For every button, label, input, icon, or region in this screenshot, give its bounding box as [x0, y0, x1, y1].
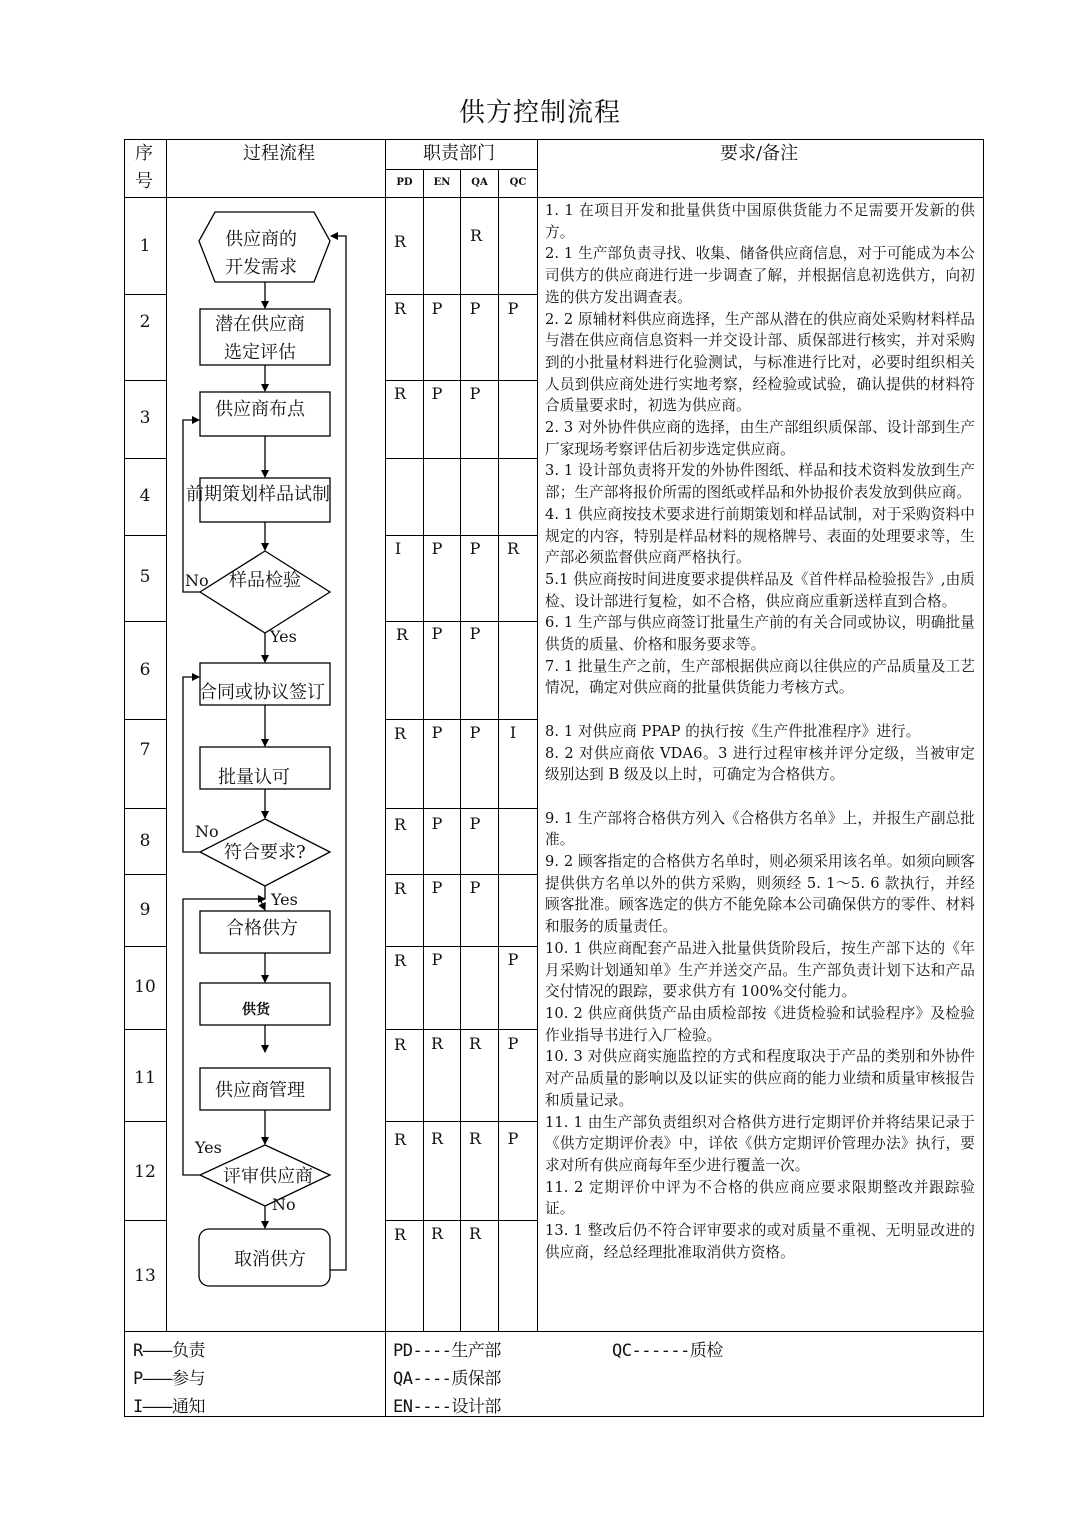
row-seq: 9: [139, 900, 151, 920]
code-pd: R: [393, 1225, 407, 1244]
code-en: P: [431, 384, 443, 403]
note-item: 9. 1 生产部将合格供方列入《合格供方名单》上，并报生产副总批准。: [545, 809, 975, 849]
code-qa: P: [469, 539, 481, 558]
code-qa: R: [468, 1129, 482, 1148]
code-en: P: [431, 950, 443, 969]
node-10-label: 供货: [242, 1002, 270, 1018]
code-pd: R: [393, 951, 407, 970]
note-item: 3. 1 设计部负责将开发的外协件图纸、样品和技术资料发放到生产部；生产部将报价所需的图纸或样品和外协报价表发放到供应商。: [545, 462, 975, 502]
code-en: P: [431, 299, 443, 318]
page-title: 供方控制流程: [458, 98, 621, 128]
note-item: 10. 1 供应商配套产品进入批量供货阶段后，按生产部下达的《年月采购计划通知单》生产并送交产品。生产部负责计划下达和产品交付情况的跟踪，要求供方有 100%交付能力。: [545, 939, 975, 1001]
legend-p: P———参与: [133, 1369, 205, 1389]
node-11-label: 供应商管理: [215, 1080, 305, 1101]
node-5-diamond: [200, 551, 330, 633]
node-12-label: 评审供应商: [223, 1166, 313, 1187]
node-13-label: 取消供方: [234, 1249, 306, 1270]
code-en: P: [431, 723, 443, 742]
flowchart: [183, 212, 346, 1286]
node-2-label-line2: 选定评估: [224, 342, 296, 363]
node-6-label: 合同或协议签订: [199, 682, 325, 703]
code-pd: R: [395, 625, 409, 644]
note-item: 4. 1 供应商按技术要求进行前期策划和样品试制，对于采购资料中规定的内容，特别是样品材料的规格牌号、表面的处理要求等，生产部必须监督供应商严格执行。: [545, 505, 975, 567]
row-seq: 8: [139, 831, 151, 851]
note-item: 11. 1 由生产部负责组织对合格供方进行定期评价并将结果记录于《供方定期评价表》中，详依《供方定期评价管理办法》执行，要求对所有供应商每年至少进行覆盖一次。: [545, 1113, 975, 1174]
code-en: P: [431, 814, 443, 833]
legend-qc: QC------质检: [612, 1341, 723, 1361]
node-3-label: 供应商布点: [215, 399, 305, 420]
note-item: 6. 1 生产部与供应商签订批量生产前的有关合同或协议，明确批量供货的质量、价格和服务要求等。: [545, 614, 975, 654]
note-item: 8. 2 对供应商依 VDA6。3 进行过程审核并评分定级，当被审定级别达到 B 级及以上时，可确定为合格供方。: [545, 744, 975, 784]
dept-row-lines: [386, 295, 538, 1221]
header-code-pd: PD: [396, 177, 413, 188]
code-qc: P: [507, 1034, 519, 1053]
note-item: 7. 1 批量生产之前，生产部根据供应商以往供应的产品质量及工艺情况，确定对供应商的批量供货能力考核方式。: [545, 657, 975, 697]
code-pd: R: [393, 879, 407, 898]
code-qa: P: [469, 878, 481, 897]
row-seq: 4: [139, 486, 151, 506]
yes-label-8: Yes: [271, 890, 298, 909]
code-pd: I: [394, 539, 402, 558]
code-qa: R: [469, 226, 483, 245]
node-1-label-line2: 开发需求: [225, 257, 297, 278]
note-spacer: [545, 699, 975, 721]
yes-label-5: Yes: [270, 627, 297, 646]
code-en: R: [430, 1224, 444, 1243]
code-en: P: [431, 539, 443, 558]
note-item: 2. 3 对外协件供应商的选择，由生产部组织质保部、设计部到生产厂家现场考察评估后初步选定供应商。: [545, 419, 975, 458]
node-8-label: 符合要求?: [224, 842, 306, 863]
node-1-label-line1: 供应商的: [225, 229, 297, 250]
code-pd: R: [393, 815, 407, 834]
code-en: P: [431, 878, 443, 897]
legend-r: R———负责: [133, 1341, 205, 1361]
note-item: 8. 1 对供应商 PPAP 的执行按《生产件批准程序》进行。: [545, 722, 921, 740]
code-qc: P: [507, 950, 519, 969]
code-qa: P: [469, 723, 481, 742]
code-qa: P: [469, 384, 481, 403]
header-seq-2: 号: [135, 171, 153, 192]
row-seq: 6: [139, 660, 151, 680]
code-qa: R: [468, 1224, 482, 1243]
legend-pd: PD----生产部: [393, 1341, 501, 1361]
note-item: 13. 1 整改后仍不符合评审要求的或对质量不重视、无明显改进的供应商，经总经理批准取消供方资格。: [545, 1222, 975, 1261]
header-process: 过程流程: [243, 143, 315, 164]
legend-i: I———通知: [133, 1397, 205, 1417]
code-qc: P: [507, 299, 519, 318]
node-5-label: 样品检验: [229, 570, 301, 591]
code-qa: P: [469, 624, 481, 643]
node-4-label: 前期策划样品试制: [186, 484, 330, 505]
header-code-qa: QA: [471, 177, 488, 188]
code-pd: R: [393, 299, 407, 318]
row-seq: 11: [134, 1068, 156, 1088]
code-pd: R: [393, 1035, 407, 1054]
row-seq: 1: [139, 236, 151, 256]
note-item: 9. 2 顾客指定的合格供方名单时，则必须采用该名单。如须向顾客提供供方名单以外的供方采购，则须经 5. 1～5. 6 款执行，并经顾客批准。顾客选定的供方不能免除本公司确保供方的零件、材料和服务的质量责任。: [545, 853, 975, 936]
note-item: 1. 1 在项目开发和批量供货中国原供货能力不足需要开发新的供方。: [545, 202, 975, 241]
no-label-8: No: [195, 822, 219, 841]
note-item: 11. 2 定期评价中评为不合格的供应商应要求限期整改并跟踪验证。: [545, 1178, 975, 1218]
note-item: 10. 2 供应商供货产品由质检部按《进货检验和试验程序》及检验作业指导书进行入厂检验。: [545, 1004, 975, 1044]
code-pd: R: [393, 232, 407, 251]
node-9-label: 合格供方: [226, 918, 298, 939]
header-code-en: EN: [433, 177, 451, 188]
row-seq: 3: [139, 408, 151, 428]
no-label-5: No: [185, 571, 209, 590]
header-code-qc: QC: [509, 177, 527, 188]
row-seq: 13: [134, 1266, 156, 1286]
header-dept: 职责部门: [423, 143, 495, 164]
code-pd: R: [393, 724, 407, 743]
code-qa: P: [469, 814, 481, 833]
code-qc: R: [506, 539, 520, 558]
no-label-12: No: [272, 1195, 296, 1214]
code-qc: P: [507, 1129, 519, 1148]
code-pd: R: [393, 1130, 407, 1149]
note-item: 2. 2 原辅材料供应商选择，生产部从潜在的供应商处采购材料样品与潜在供应商信息资料一并交设计部、质保部进行核实，并对采购到的小批量材料进行化验测试，与标准进行比对，必要时组织相关人员到供应商处进行实地考察，经检验或试验，确认提供的材料符合质量要求时，初选为供应商。: [545, 310, 975, 415]
loop-cancel: [330, 236, 346, 1270]
code-en: R: [430, 1034, 444, 1053]
row-seq: 5: [139, 567, 151, 587]
note-spacer: [545, 786, 975, 808]
row-seq: 10: [134, 977, 156, 997]
code-en: R: [430, 1129, 444, 1148]
loop-no-5: [183, 420, 200, 592]
header-notes: 要求/备注: [720, 143, 799, 164]
row-seq: 2: [139, 312, 151, 332]
row-seq: 12: [134, 1162, 156, 1182]
yes-label-12: Yes: [195, 1138, 222, 1157]
loop-yes-12: [183, 899, 265, 1175]
code-qa: R: [468, 1034, 482, 1053]
header-seq-1: 序: [135, 143, 153, 164]
node-2-label-line1: 潜在供应商: [215, 314, 305, 335]
code-pd: R: [393, 384, 407, 403]
legend-en: EN----设计部: [393, 1397, 501, 1417]
code-qc: I: [509, 723, 517, 742]
note-item: 5.1 供应商按时间进度要求提供样品及《首件样品检验报告》,由质检、设计部进行复检，如不合格，供应商应重新送样直到合格。: [545, 570, 975, 610]
note-item: 2. 1 生产部负责寻找、收集、储备供应商信息，对于可能成为本公司供方的供应商进行进一步调查了解，并根据信息初选供方，向初选的供方发出调查表。: [545, 245, 975, 306]
legend-qa: QA----质保部: [393, 1369, 501, 1389]
row-seq: 7: [139, 740, 151, 760]
node-7-label: 批量认可: [218, 767, 290, 788]
code-qa: P: [469, 299, 481, 318]
requirements-notes: [545, 200, 975, 1263]
code-en: P: [431, 624, 443, 643]
note-item: 10. 3 对供应商实施监控的方式和程度取决于产品的类别和外协件对产品质量的影响以及以证实的供应商的能力业绩和质量审核报告和质量记录。: [545, 1048, 975, 1109]
